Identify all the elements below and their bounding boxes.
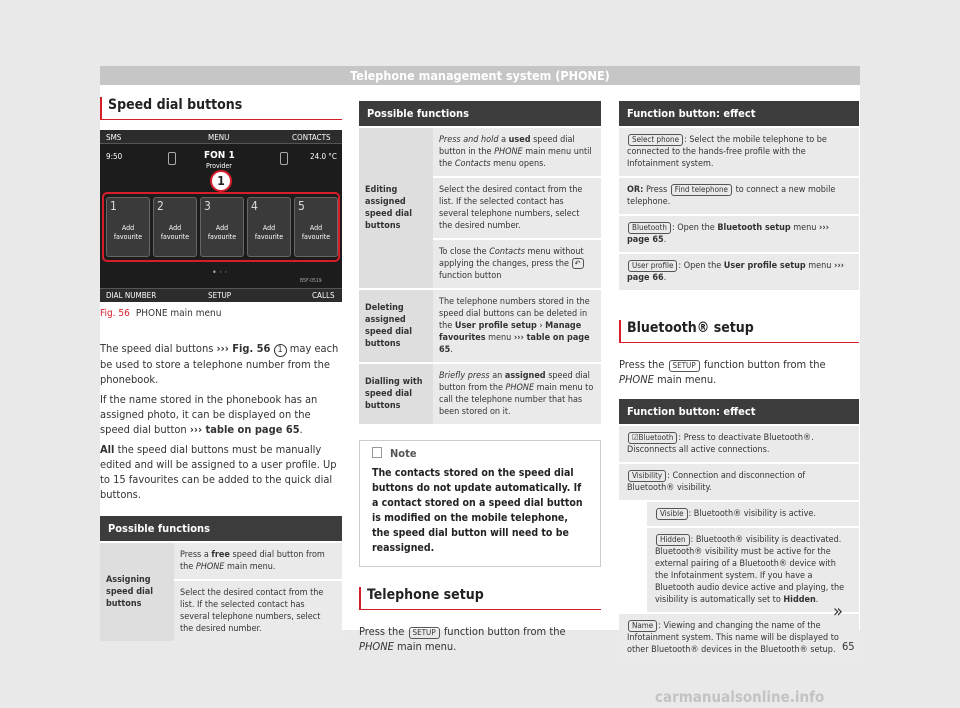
section-title-telephone-setup: Telephone setup [359,587,601,610]
figure-calls: CALLS [312,291,335,300]
table-header: Possible functions [100,516,342,542]
table-row-label: Assigning speed dial buttons [100,542,174,641]
text-italic: Contacts [489,247,525,257]
figure-setup: SETUP [208,291,232,300]
table-cell [433,363,601,424]
text: menu [488,333,512,343]
table-cell [174,542,342,580]
text: to connect a new mobile telephone. [627,185,836,207]
text-italic: PHONE [619,373,654,386]
table-header: Possible functions [359,101,601,127]
text-italic: PHONE [505,383,535,393]
text-italic: PHONE [494,147,523,157]
slot-label: Add favourite [207,224,237,241]
column-2 [359,101,601,659]
phone-icon [280,152,288,165]
table-ref-link[interactable]: ››› table on page 65 [439,333,590,355]
figure-contacts: CONTACTS [292,133,331,142]
page-dots: • · · [212,268,228,278]
text-bold: Hidden [783,595,816,605]
figure-fon: FON 1 [204,150,235,161]
text-italic: Contacts [454,159,491,169]
table-row [619,176,859,214]
callout-badge: 1 [274,344,287,357]
text-bold: used [508,135,531,145]
note-box [359,440,601,567]
page-ref-link[interactable]: ››› page 65 [627,223,830,245]
slot-number: 5 [298,199,305,213]
slot-label: Add favourite [160,224,190,241]
phone-menu-figure [100,130,342,302]
hidden-button-label: Hidden [656,534,690,546]
text-bold: Manage favourites [439,321,582,343]
table-row [619,462,859,500]
table-row: User profile : Open the User profile setup menu ››› page 66. [619,252,859,290]
continue-mark: » [833,601,843,622]
figure-time: 9:50 [106,152,123,161]
text: menu opens. [493,159,546,169]
speed-dial-slot[interactable] [153,197,197,257]
text: Press a [180,550,209,560]
slot-label: Add favourite [254,224,284,241]
figure-code: B5F-0519 [300,278,322,284]
table-cell: The telephone numbers stored in the speed dial buttons can be deleted in the User profile setup › Manage favourites menu ››› table on page 65. [433,289,601,363]
table-row: Hidden : Bluetooth® visibility is deactivated. Bluetooth® visibility must be active for the external pairing of a Bluetooth® device with the Infotainment system. If you have a Bluetooth audio device active and playing, the visibility is automatically set to Hidden. [647,526,859,612]
text-bold: User profile setup [454,321,537,331]
paragraph-2: If the name stored in the phonebook has an assigned photo, it can be displayed on the speed dial button ››› table on page 65. [100,393,318,436]
visible-button-label: Visible [656,508,688,520]
page-ref-link[interactable]: ››› page 66 [627,261,844,283]
figure-caption [100,308,342,319]
text-bold: assigned [504,371,546,381]
text-bold: User profile setup [723,261,806,271]
text: main menu to call the telephone number that has been stored on it. [439,383,594,417]
table-cell [433,127,601,177]
slot-label: Add favourite [113,224,143,241]
checkbox-icon: ☑ [632,433,639,442]
table-header: Function button: effect [619,101,859,126]
figure-ref-link[interactable]: ››› Fig. 56 [216,342,271,355]
possible-functions-table-2 [359,101,601,424]
caption-text: PHONE main menu [135,308,222,319]
back-arrow-icon: ↶ [572,258,584,269]
text-italic: PHONE [195,562,225,572]
note-title: Note [390,447,417,460]
text: : Connection and disconnection of Bluetooth® visibility. [627,471,806,493]
phone-icon [168,152,176,165]
figure-provider: Provider [206,162,232,170]
text-bold: free [211,550,230,560]
table-row-label: Dialling with speed dial buttons [359,363,433,424]
table-row: Bluetooth : Open the Bluetooth setup menu ››› page 65. [619,214,859,252]
text: main menu. [397,640,457,653]
text-italic: Press and hold [439,135,499,145]
figure-sms: SMS [106,133,122,142]
text: › [539,321,543,331]
text: : Bluetooth® visibility is active. [688,509,816,519]
text-bold: OR: [627,185,644,195]
note-body: The contacts stored on the speed dial buttons do not update automatically. If a contact stored on a speed dial button is modified on the mobile telephone, the speed dial button will need to be reassigned. [372,467,583,554]
table-cell: Select the desired contact from the list. If the selected contact has several telephone numbers, select the desired number. [433,177,601,239]
speed-dial-slot[interactable] [200,197,244,257]
text: If the name stored in the phonebook has an assigned photo, it can be displayed on the speed dial button [100,393,318,436]
table-row-label: Deleting assigned speed dial buttons [359,289,433,363]
table-row [619,612,859,662]
slot-number: 1 [110,199,117,213]
bluetooth-checkbox-button-label [628,432,677,444]
figure-dial-number: DIAL NUMBER [106,291,157,300]
paragraph-bluetooth [619,357,859,387]
slot-label: Add favourite [301,224,331,241]
figure-marker: 1 [210,170,232,192]
text: Press [645,185,668,195]
setup-button-label: SETUP [669,360,700,372]
text: Press the [359,625,405,638]
text: The speed dial buttons [100,342,214,355]
figure-temp: 24.0 °C [310,152,337,161]
setup-button-label: SETUP [409,627,440,639]
speed-dial-slot[interactable] [294,197,338,257]
text: : Bluetooth® visibility is deactivated. Bluetooth® visibility must be active for the external pairing of a Bluetooth® device with the Infotainment system. If you have a Bluetooth audio device active and playing, the visibility is automatically set to [655,535,845,605]
section-title-bluetooth-setup: Bluetooth® setup [619,320,859,343]
text: : Select the mobile telephone to be connected to the hands-free profile with the Infotainment system. [627,135,827,169]
page-number: 65 [842,640,855,653]
table-ref-link[interactable]: ››› table on page 65 [189,423,300,436]
text: menu [808,261,832,271]
section-title-speed-dial: Speed dial buttons [100,97,342,120]
paragraph-setup [359,624,601,654]
table-cell: Select the desired contact from the list. If the selected contact has several telephone numbers, select the desired number. [174,580,342,641]
text: : Viewing and changing the name of the Infotainment system. This name will be displayed to other Bluetooth® devices in the Bluetooth® setup. [627,621,839,655]
text: Bluetooth [638,433,674,442]
user-profile-button-label: User profile [628,260,677,272]
text: a [501,135,507,145]
text: main menu until the [439,147,592,169]
table-row [619,126,859,176]
speed-dial-slot[interactable] [106,197,150,257]
text: speed dial button from the [180,550,325,572]
text: function button [439,271,502,281]
text: Press the [619,358,665,371]
slot-number: 4 [251,199,258,213]
table-row [619,424,859,462]
text: To close the [439,247,487,257]
text: speed dial button from the [439,371,590,393]
paragraph-3 [100,442,342,502]
page-header: Telephone management system (PHONE) [100,66,860,85]
text: : Open the [678,261,722,271]
text: function button from the [703,358,826,371]
select-phone-button-label: Select phone [628,134,683,146]
text: main menu. [226,562,276,572]
table-row-label: Editing assigned speed dial buttons [359,127,433,289]
text: speed dial button in the [439,135,575,157]
text: function button from the [443,625,566,638]
table-header: Function button: effect [619,399,859,424]
text: main menu. [657,373,717,386]
find-telephone-button-label: Find telephone [671,184,732,196]
text: The telephone numbers stored in the speed dial buttons can be deleted in the [439,297,590,331]
text: may each be used to store a telephone number from the phonebook. [100,342,339,386]
watermark: carmanualsonline.info [655,688,825,706]
text-bold: Bluetooth setup [717,223,791,233]
figure-number: Fig. 56 [100,308,130,319]
slot-number: 2 [157,199,164,213]
text: menu without applying the changes, press the [439,247,584,269]
slot-number: 3 [204,199,211,213]
figure-menu: MENU [208,133,230,142]
possible-functions-table-1 [100,516,342,641]
text-italic: PHONE [359,640,394,653]
table-cell [433,239,601,289]
text: an [492,371,503,381]
note-header [360,441,600,466]
name-button-label: Name [628,620,657,632]
note-icon [372,447,382,458]
text-bold: All [100,443,115,456]
table-row [647,500,859,526]
text: menu [793,223,817,233]
text: : Press to deactivate Bluetooth®. Disconnects all active connections. [627,433,814,455]
text: the speed dial buttons must be manually edited and will be assigned to a user profile. Up to 15 favourites can be added to the quick dial buttons. [100,443,337,501]
speed-dial-slot[interactable] [247,197,291,257]
text-italic: Briefly press [439,371,490,381]
visibility-button-label: Visibility [628,470,666,482]
column-1 [100,97,342,641]
column-3 [619,101,859,662]
paragraph-1 [100,341,342,387]
text: : Open the [671,223,715,233]
bluetooth-button-label: Bluetooth [628,222,671,234]
